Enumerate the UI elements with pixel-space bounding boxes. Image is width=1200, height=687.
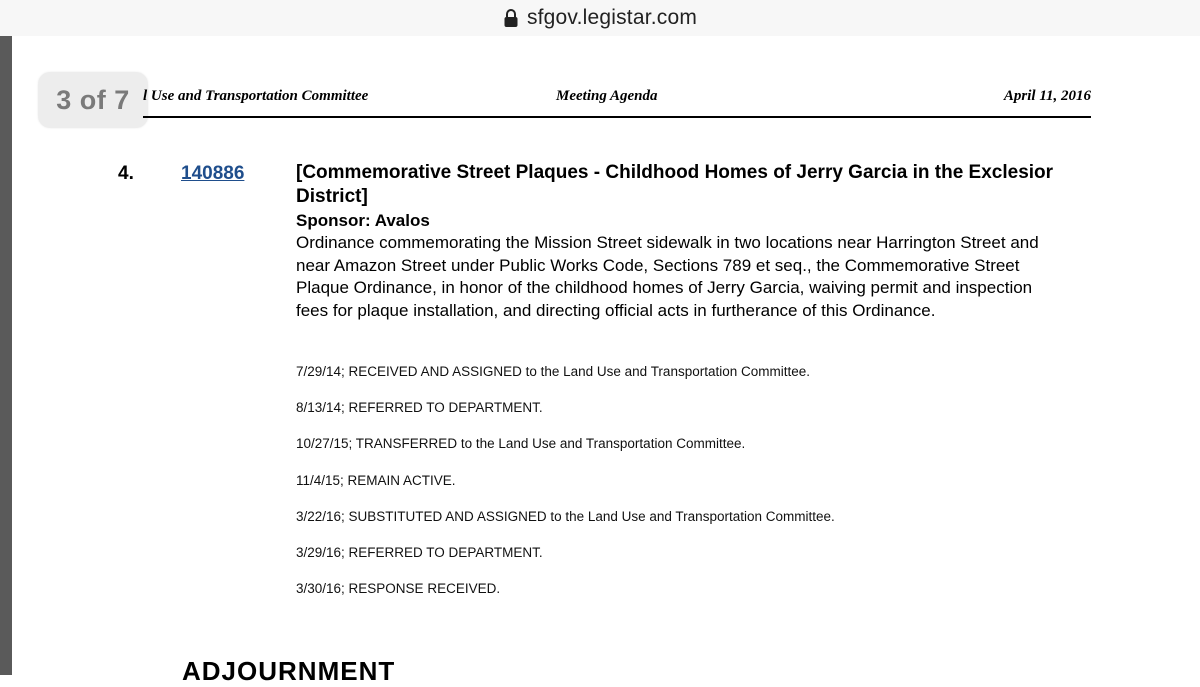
history-entry: 7/29/14; RECEIVED AND ASSIGNED to the Land Use and Transportation Committee. [296,364,811,379]
history-entry: 3/22/16; SUBSTITUTED AND ASSIGNED to the Land Use and Transportation Committee. [296,508,835,524]
file-number-link[interactable]: 140886 [181,163,245,184]
action-history [296,364,1056,617]
window-edge [0,36,12,675]
adjournment-heading: ADJOURNMENT [182,656,396,686]
document-header [143,88,1091,108]
browser-url-bar[interactable] [0,0,1200,36]
agenda-item-body [296,161,1066,322]
header-date: April 11, 2016 [1003,88,1091,104]
agenda-item-number: 4. [118,163,134,184]
header-committee: l Use and Transportation Committee [143,88,369,104]
history-entry: 3/30/16; RESPONSE RECEIVED. [296,581,501,597]
page-indicator-label: 3 of 7 [56,84,130,115]
agenda-item-description: Ordinance commemorating the Mission Street sidewalk in two locations near Harrington Street and near Amazon Street under Public Works Code, Sections 789 et seq., the Commemorative Street Plaque Ordinance, in honor of the childhood homes of Jerry Garcia, waiving permit and inspection fees for plaque installation, and directing official acts in furtherance of this Ordinance. [296,233,1039,320]
header-divider [143,116,1091,118]
history-entry: 10/27/15; TRANSFERRED to the Land Use and Transportation Committee. [296,436,746,452]
agenda-item-title: [Commemorative Street Plaques - Childhood Homes of Jerry Garcia in the Exclesior District] [296,162,1054,207]
header-title: Meeting Agenda [556,88,658,104]
history-entry: 3/29/16; REFERRED TO DEPARTMENT. [296,544,543,560]
agenda-item-sponsor: Sponsor: Avalos [296,211,430,230]
page-indicator [38,72,148,128]
url-display[interactable] [503,6,697,30]
lock-icon [503,8,519,28]
url-text: sfgov.legistar.com [526,6,698,29]
history-entry: 8/13/14; REFERRED TO DEPARTMENT. [296,400,543,416]
history-entry: 11/4/15; REMAIN ACTIVE. [296,472,456,488]
